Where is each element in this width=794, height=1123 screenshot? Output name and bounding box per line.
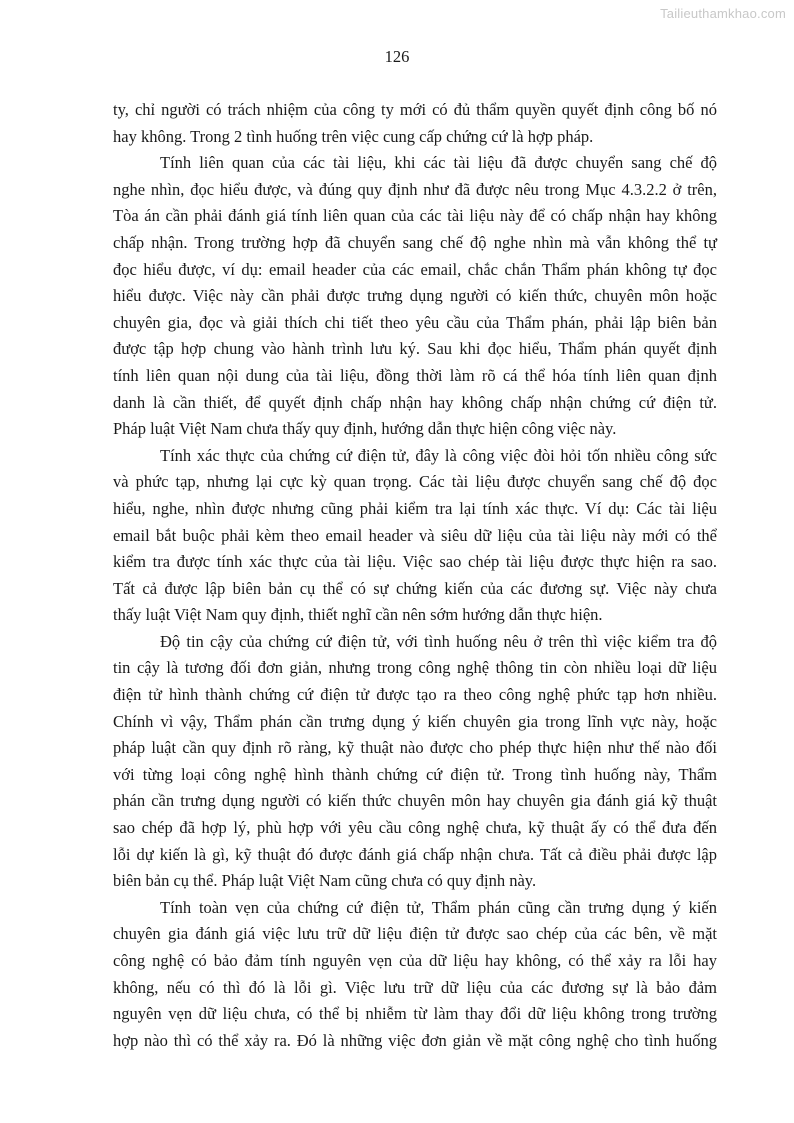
- text-line: lỗi dự kiến là gì, kỹ thuật đó được đánh giá chấp nhận chưa. Tất cả điều phải được lập: [113, 844, 717, 864]
- text-line: nguyên vẹn dữ liệu chưa, có thể bị nhiễm từ làm thay đổi dữ liệu không trong trường: [113, 1004, 717, 1024]
- text-line: Tính toàn vẹn của chứng cứ điện tử, Thẩm phán cũng cần trưng dụng ý kiến: [160, 897, 717, 917]
- text-line: pháp luật cần quy định rõ ràng, kỹ thuật nào được cho phép thực hiện như thế nào đối: [113, 738, 717, 758]
- text-line: danh là cần thiết, để quyết định chấp nhận hay không chấp nhận chứng cứ điện tử.: [113, 392, 717, 412]
- text-line: Pháp luật Việt Nam chưa thấy quy định, hướng dẫn thực hiện công việc này.: [113, 419, 617, 439]
- text-line: kiểm tra được tính xác thực của tài liệu. Việc sao chép tài liệu được thực hiện ra sao.: [113, 552, 717, 572]
- text-line: hiểu được. Việc này cần phải được trưng dụng người có kiến thức, chuyên môn hoặc: [113, 286, 717, 306]
- text-line: chuyên gia, đọc và giải thích chi tiết theo yêu cầu của Thẩm phán, phải lập biên bản: [113, 312, 717, 332]
- text-line: hiểu, nghe, nhìn được nhưng cũng phải kiểm tra lại tính xác thực. Ví dụ: Các tài liệu: [113, 498, 717, 518]
- text-line: phán cần trưng dụng người có kiến thức chuyên môn hay chuyên gia đánh giá kỹ thuật: [113, 791, 717, 811]
- text-line: nghe nhìn, đọc hiểu được, và đúng quy định như đã được nêu trong Mục 4.3.2.2 ở trên,: [113, 179, 717, 199]
- paragraph-5: [113, 895, 717, 1055]
- text-line: Tất cả được lập biên bản cụ thể có sự chứng kiến của các đương sự. Việc này chưa: [113, 578, 717, 598]
- text-line: hay không. Trong 2 tình huống trên việc cung cấp chứng cứ là hợp pháp.: [113, 126, 594, 146]
- text-line: điện tử hình thành chứng cứ điện tử được tạo ra theo công nghệ phức tạp hơn nhiều.: [113, 685, 717, 705]
- text-line: thấy luật Việt Nam quy định, thiết nghĩ cần nên sớm hướng dẫn thực hiện.: [113, 605, 603, 625]
- text-line: Tính liên quan của các tài liệu, khi các tài liệu đã được chuyển sang chế độ: [160, 153, 717, 173]
- page-number: 126: [384, 47, 410, 66]
- text-line: đọc hiểu được, ví dụ: email header của các email, chắc chắn Thẩm phán không tự đọc: [113, 259, 717, 279]
- paragraph-2: [113, 150, 717, 443]
- text-line: sao chép đã hợp lý, phù hợp với yêu cầu công nghệ chưa, kỹ thuật ấy có thể đưa đến: [113, 818, 717, 838]
- text-line: Độ tin cậy của chứng cứ điện tử, với tình huống nêu ở trên thì việc kiểm tra độ: [160, 631, 717, 651]
- paragraph-3: [113, 443, 717, 629]
- text-line: và phức tạp, nhưng lại cực kỳ quan trọng. Các tài liệu được chuyển sang chế độ đọc: [113, 472, 717, 492]
- text-line: ty, chỉ người có trách nhiệm của công ty mới có đủ thẩm quyền quyết định công bố nó: [113, 100, 717, 119]
- text-line: chấp nhận. Trong trường hợp đã chuyển sang chế độ nghe nhìn mà vẫn không thể tự: [113, 232, 717, 252]
- text-line: chuyên gia đánh giá việc lưu trữ dữ liệu điện tử được sao chép của các bên, về mặt: [113, 924, 717, 944]
- text-line: tính liên quan nội dung của tài liệu, đồng thời làm rõ cá thể hóa tính liên quan định: [113, 365, 717, 385]
- text-line: Tính xác thực của chứng cứ điện tử, đây là công việc đòi hỏi tốn nhiều công sức: [160, 445, 717, 465]
- text-line: Tòa án cần phải đánh giá tính liên quan của các tài liệu này để có chấp nhận hay không: [113, 206, 717, 226]
- text-line: với từng loại công nghệ hình thành chứng cứ điện tử. Trong tình huống này, Thẩm: [113, 764, 717, 784]
- paragraph-4: [113, 629, 717, 895]
- text-line: được tập hợp chung vào hành trình lưu ký. Sau khi đọc hiểu, Thẩm phán quyết định: [113, 339, 717, 359]
- text-line: Chính vì vậy, Thẩm phán cần trưng dụng ý kiến chuyên gia trong lĩnh vực này, hoặc: [113, 711, 717, 731]
- document-body: [113, 97, 717, 1054]
- text-line: không, nếu có thì đó là lỗi gì. Việc lưu trữ dữ liệu của các đương sự là bảo đảm: [113, 977, 717, 997]
- text-line: tin cậy là tương đối đơn giản, nhưng trong công nghệ thông tin còn nhiều loại dữ liệu: [113, 658, 717, 678]
- paragraph-1: [113, 97, 717, 150]
- text-line: hợp nào thì có thể xảy ra. Đó là những việc đơn giản về mặt công nghệ cho tình huống: [113, 1030, 717, 1050]
- watermark-text: Tailieuthamkhao.com: [660, 6, 786, 21]
- text-line: công nghệ có bảo đảm tính nguyên vẹn của dữ liệu hay không, có thể xảy ra lỗi hay: [113, 951, 717, 970]
- text-line: email bắt buộc phải kèm theo email header và siêu dữ liệu của tài liệu này mới có thể: [113, 525, 717, 545]
- text-line: biên bản cụ thể. Pháp luật Việt Nam cũng chưa có quy định này.: [113, 871, 537, 891]
